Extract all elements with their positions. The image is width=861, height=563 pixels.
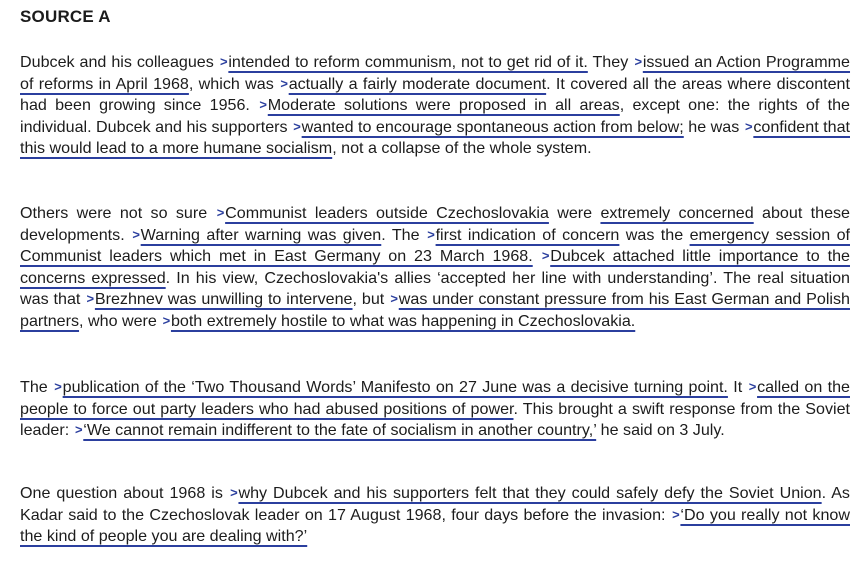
underlined-segment: Dubcek attached little importance to the concerns expressed (20, 247, 850, 287)
underlined-segment: ‘We cannot remain indifferent to the fate of socialism in another country,’ (83, 421, 597, 439)
annotation-arrow-icon: > (634, 54, 642, 69)
underlined-segment: confident that this would lead to a more humane socialism (20, 117, 850, 157)
paragraph-3 (20, 377, 850, 442)
text-segment: , which was (188, 74, 280, 93)
text-segment: Others were not so sure (20, 204, 216, 222)
annotation-arrow-icon: > (293, 118, 301, 134)
underlined-segment: both extremely hostile to what was happening in Czechoslovakia. (170, 311, 636, 330)
underlined-segment: why Dubcek and his supporters felt that they could safely defy the Soviet Union (238, 484, 822, 502)
annotation-arrow-icon: > (219, 54, 228, 69)
text-segment: They (587, 53, 634, 71)
text-segment: , except one: the rights of the individual. Dubcek and his supporters (20, 96, 851, 136)
text-segment (533, 247, 541, 265)
underlined-segment: actually a fairly moderate document (288, 74, 547, 93)
annotation-arrow-icon: > (541, 248, 550, 263)
annotation-arrow-icon: > (54, 379, 62, 394)
text-segment: , not a collapse of the whole system. (332, 139, 592, 157)
paragraph-4 (20, 483, 850, 548)
paragraph-1 (20, 52, 850, 160)
annotation-arrow-icon: > (216, 205, 225, 220)
text-segment: he said on 3 July. (596, 421, 725, 439)
underlined-segment: called on the people to force out party leaders who had abused positions of power (20, 378, 850, 418)
underlined-segment: wanted to encourage spontaneous action from below; (301, 117, 684, 136)
underlined-segment: Brezhnev was unwilling to intervene (94, 290, 353, 308)
annotation-arrow-icon: > (74, 422, 83, 437)
underlined-segment: was under constant pressure from his East German and Polish partners (20, 290, 850, 330)
text-segment: Dubcek and his colleagues (20, 53, 219, 71)
text-segment: , who were (79, 311, 162, 330)
annotation-arrow-icon: > (280, 75, 288, 91)
paragraph-2 (20, 203, 850, 332)
annotation-arrow-icon: > (162, 312, 170, 328)
text-segment: , but (352, 290, 390, 308)
underlined-segment: first indication of concern (435, 225, 620, 244)
source-heading: SOURCE A (20, 7, 111, 26)
annotation-arrow-icon: > (748, 379, 757, 394)
annotation-arrow-icon: > (744, 118, 753, 134)
underlined-segment: Moderate solutions were proposed in all areas (267, 96, 620, 114)
text-segment: about these developments. (20, 204, 851, 244)
text-segment: It (727, 378, 748, 396)
underlined-segment: emergency session of Communist leaders which met in East Germany on 23 March 1968. (20, 225, 850, 265)
text-segment: he was (683, 117, 744, 136)
underlined-segment: publication of the ‘Two Thousand Words’ Manifesto on 27 June was a decisive turning point. (62, 378, 728, 396)
text-segment: . This brought a swift response from the Soviet leader: (20, 399, 850, 439)
text-segment: . In his view, Czechoslovakia's allies ‘accepted her line with understanding’. The real situation was that (20, 268, 850, 308)
annotation-arrow-icon: > (229, 485, 238, 500)
annotation-arrow-icon: > (132, 226, 140, 242)
text-segment: The (20, 378, 54, 396)
text-segment: . As Kadar said to the Czechoslovak leader on 17 August 1968, four days before the invasion: (20, 484, 850, 524)
underlined-segment: issued an Action Programme of reforms in April 1968 (20, 53, 851, 93)
text-segment: . The (381, 225, 426, 244)
text-segment: One question about 1968 is (20, 484, 229, 502)
annotation-arrow-icon: > (671, 506, 680, 522)
text-segment: were (548, 204, 601, 222)
annotation-arrow-icon: > (390, 291, 398, 306)
text-segment: . It covered all the areas where discontent had been growing since 1956. (20, 74, 850, 114)
underlined-segment: intended to reform communism, not to get rid of it. (228, 53, 588, 71)
annotation-arrow-icon: > (86, 291, 94, 306)
underlined-segment: extremely concerned (600, 204, 754, 222)
underlined-segment: ‘Do you really not know the kind of people you are dealing with?’ (20, 505, 850, 545)
underlined-segment: Warning after warning was given (140, 225, 382, 244)
annotation-arrow-icon: > (426, 226, 435, 242)
annotation-arrow-icon: > (259, 97, 267, 112)
text-segment: was the (619, 225, 690, 244)
underlined-segment: Communist leaders outside Czechoslovakia (225, 204, 549, 222)
